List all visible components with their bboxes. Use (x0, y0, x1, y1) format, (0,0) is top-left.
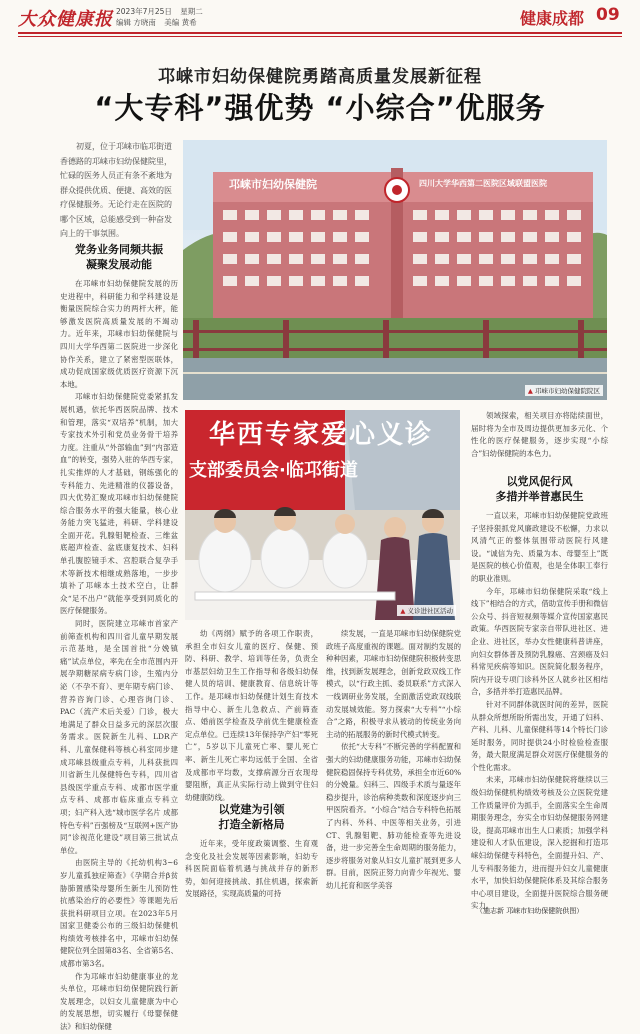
photo-credit: （施志新 邛崃市妇幼保健院供图） (476, 907, 584, 915)
paragraph: 针对不同群体就医时间的差异，医院从群众所想所盼所需出发，开通了妇科、产科、儿科、儿童保健科等14个特长门诊延时服务，同时提供24小时检验检查服务，最大限度满足群众对医疗保健服务的个性化需求。 (471, 699, 608, 772)
section-heading-line: 党务业务同频共振 (75, 243, 163, 256)
paragraph: 由医院主导的《托幼机构3~6岁儿童孤独症筛查》《孕期合并β贫胁肺置感染母婴所生新生儿预防性抗感染治疗的必要性》等课题先后获批科研项目立项。在2023年5月国家卫健委公布的三级妇幼保健机构绩效考核排名中，邛崃市妇幼保健院位列全国第83名、全省第5名、成都市第3名。 (60, 858, 178, 969)
paragraph: 领域探索，相关项目亦将陆续面世，届时将为全市及周边提供更加多元化、个性化的医疗保健服务，逐步实现“小综合”妇幼保健院的本色力。 (471, 411, 608, 458)
issue-meta (116, 6, 209, 28)
clinic-banner-subtext: 支部委员会·临邛街道 (189, 460, 358, 481)
issue-date: 2023年7月25日 (116, 7, 172, 16)
hospital-building-photo (183, 140, 607, 400)
building-sign-right: 四川大学华西第二医院区域联盟医院 (419, 179, 547, 188)
section-heading-line: 打造全新格局 (218, 818, 285, 831)
section-heading-line: 以党风促行风 (506, 475, 573, 488)
section-heading-line: 凝聚发展动能 (86, 258, 152, 271)
paragraph: 作为邛崃市妇幼健康事业的龙头单位，邛崃市妇幼保健院践行新发展理念，以妇女儿童健康为中心的发展思想，切实履行《母婴保健法》和妇幼保健 (60, 971, 178, 1032)
paragraph: 今年，邛崃市妇幼保健院采取“线上线下”相结合的方式，借助宣传手册和微信公众号、抖音短视频等媒介宣传国家惠民政策。华西医院专家亲自带队进社区、进企业、进社区，举办女性健康科普讲座，向妇女群体普及预防乳腺癌、宫颈癌及妇科常见疾病等知识。医院简化服务程序，院内开设专项门诊科外区人就乡社区相结合，多措并举打造惠民品牌。 (471, 586, 608, 697)
page-number: 09 (596, 5, 620, 25)
section-heading-party-style (471, 474, 608, 504)
article-column-3 (326, 628, 461, 906)
building-sign-left: 邛崃市妇幼保健院 (229, 178, 317, 191)
section-heading-party-leadership (185, 802, 318, 832)
article-column-4 (471, 410, 608, 470)
paragraph: 在邛崃市妇幼保健院发展的历史进程中，科研能力和学科建设是衡量医院综合实力的两杆大秤，能够激发医院高质量发展的不竭动力。近年来，邛崃市妇幼保健院与四川大学华西第二医院进一步深化协作关系，建立了紧密型医联体，成功促成国家级优质医疗资源下沉本地。 (60, 279, 178, 389)
issue-weekday: 星期二 (180, 7, 203, 16)
community-clinic-photo (185, 410, 460, 620)
masthead (0, 0, 640, 40)
clinic-banner-text: 华西专家爱心义诊 (209, 420, 434, 450)
section-name: 健康成都 (520, 9, 585, 28)
designer-credit: 美编 黄希 (164, 18, 197, 27)
paragraph: 未来，邛崃市妇幼保健院将继续以三级妇幼保健机构绩效考核及公立医院党建工作质量评价为抓手，全面落实全生命周期服务理念，夯实全市妇幼保健服务网建设，提高邛崃市出生人口素质；加强学科建设和人才队伍建设，深入挖掘和打造邛崃妇幼保健专科特色，全面提升妇、产、儿专科服务能力，进而提升妇女儿童健康水平，加快妇幼保健院体系及其综合服务中心项目建设，全面提升医院综合服务硬实力。 (471, 775, 608, 911)
paragraph: 一直以来，邛崃市妇幼保健院党政班子坚持狠抓党风廉政建设不松懈，力求以风清气正的整体氛围带动医院行风建设。“诚信为先、质量为本、母婴至上”既是医院的核心价值观，也是全体职工奉行的职业准则。 (471, 511, 608, 583)
paragraph: 同时，医院建立邛崃市首家产前筛查机构和四川省儿童早期发展示范基地，是全国首批“分娩镇痛”试点单位，率先在全市范围内开展孕期糖尿病专病门诊，生殖内分泌（不孕不育）、更年期专病门诊、营养咨询门诊、心理咨询门诊、PAC（流产术后关爱）门诊，极大地满足了群众日益多元的深层次服务需求。医院新生儿科、LDR产科、儿童保健科等核心科室同步建成邛崃县级重点专科，儿科获批四川省新生儿保健特色专科，四川省县级医学重点专科、成都市医学重点专科、成都市临床重点专科立项；妇产科入选“城市医学名片 成都特色专科”百强榜及“互联网+医产协同”诊视范化建设”项目第三批试点单位。 (60, 619, 178, 855)
header-divider-thin (18, 36, 622, 37)
article-column-1 (60, 278, 178, 1032)
paragraph: 幼《两纲》赋予的各项工作职责，承担全市妇女儿童的医疗、保健、预防、科研、教学、培训等任务，负责全市基层妇幼卫生工作指导和各级妇幼保健人员的培训、健康教育、信息统计等工作。是邛崃市妇幼保健计划生育技术指导中心、新生儿急救点、产前筛查点、婚前医学检查及孕前优生健康检查定点单位。已连续13年保持孕产妇“零死亡”，5岁以下儿童死亡率、婴儿死亡率、新生儿死亡率均远低于全国、全省及成都市平均数，支撑病源分百农现母婴阻断，真正从实际行动上做到守住妇幼健康防线。 (185, 629, 318, 802)
article-column-2b (185, 838, 318, 906)
paragraph: 邛崃市妇幼保健院党委紧抓发展机遇，依托华西医院品牌、技术和管理，落实“双培养”机制，加大专家技术外引和党员业务骨干培养力度。注重从“外部输血”到“内部造血”的转变，强势入驻的华西专家，扎实推焊的人才基础，钢练强化的专科能力、先进精准的仪器设备，四大优势汇聚成邛崃市妇幼保健院综合服务水平的强大能量，核心业务能力突飞猛进，科研、学科建设全面开花。乳腺钼靶检查、三维盆底超声检查、盆底康复技术、妇科单孔腹腔镜手术、宫腔联合复孕手术等新技术相继成熟落地，一步步填补了邛崃本土技术空白，让群众“足不出户”就能享受到同质化的医疗保健服务。 (60, 392, 178, 616)
article-intro: 初夏，位于邛崃市临邛街道香德路的邛崃市妇幼保健院里，忙碌的医务人员正有条不紊地为群众提供优质、便捷、高效的医疗保健服务。无论行走在医院的哪个区域，总能感受到一种奋发向上的干事氛围。 (60, 142, 172, 238)
article-column-2 (185, 628, 318, 802)
section-heading-party-business (60, 242, 178, 272)
paragraph: 续发展，一直是邛崃市妇幼保健院党政班子高度重视的课题。面对制约发展的种种因素，邛崃市妇幼保健院积极转变思维，找到新发展理念，创新党政双线工作模式，以“行政主抓、委员联系”方式深入一线调研业务发展，全面激活党政双线联动发展城效能。努力探索“大专科”“小综合”之路，积极寻求从被动的传统业务向主动的拓展服务的新时代模式转变。 (326, 629, 461, 739)
newspaper-logo: 大众健康报 (18, 9, 113, 30)
paragraph: 近年来，受年度政策调整、生育观念变化及社会发展等因素影响，妇幼专科医院面临着机遇与挑战并存的新形势，如何迎接挑战、抓住机遇，探索新发展路径，实现高质量的可持 (185, 839, 318, 899)
paragraph: 依托“大专科”不断完善的学科配置和强大的妇幼健康服务功能，邛崃市妇幼保健院稳固保持专科优势，承担全市近60%的分娩量。妇科三、四级手术质与量逐年稳步提升，诊治病种类数和深度逐步向三甲医院看齐。“小综合”结合专科特色拓展了内科、外科、中医等相关业务，引进CT、乳腺钼靶、肺功能检查等先进设备，进一步完善全生命周期的服务能力，逐步将服务对象从妇女儿童扩展到更多人群。目前，医院正努力向青少年视光、婴幼儿托育和医学美容 (326, 742, 461, 890)
section-heading-line: 以党建为引领 (218, 803, 285, 816)
building-photo-caption: ▲ 邛崃市妇幼保健院院区 (525, 385, 603, 396)
editor-credit: 编辑 方晓南 (116, 18, 156, 27)
article-subtitle: 邛崃市妇幼保健院勇踏高质量发展新征程 (158, 67, 482, 87)
article-headline: “大专科”强优势 “小综合”优服务 (94, 91, 546, 125)
clinic-photo-caption: ▲ 义诊进社区活动 (397, 605, 456, 616)
header-divider (18, 32, 622, 34)
section-heading-line: 多措并举普惠民生 (495, 490, 584, 503)
